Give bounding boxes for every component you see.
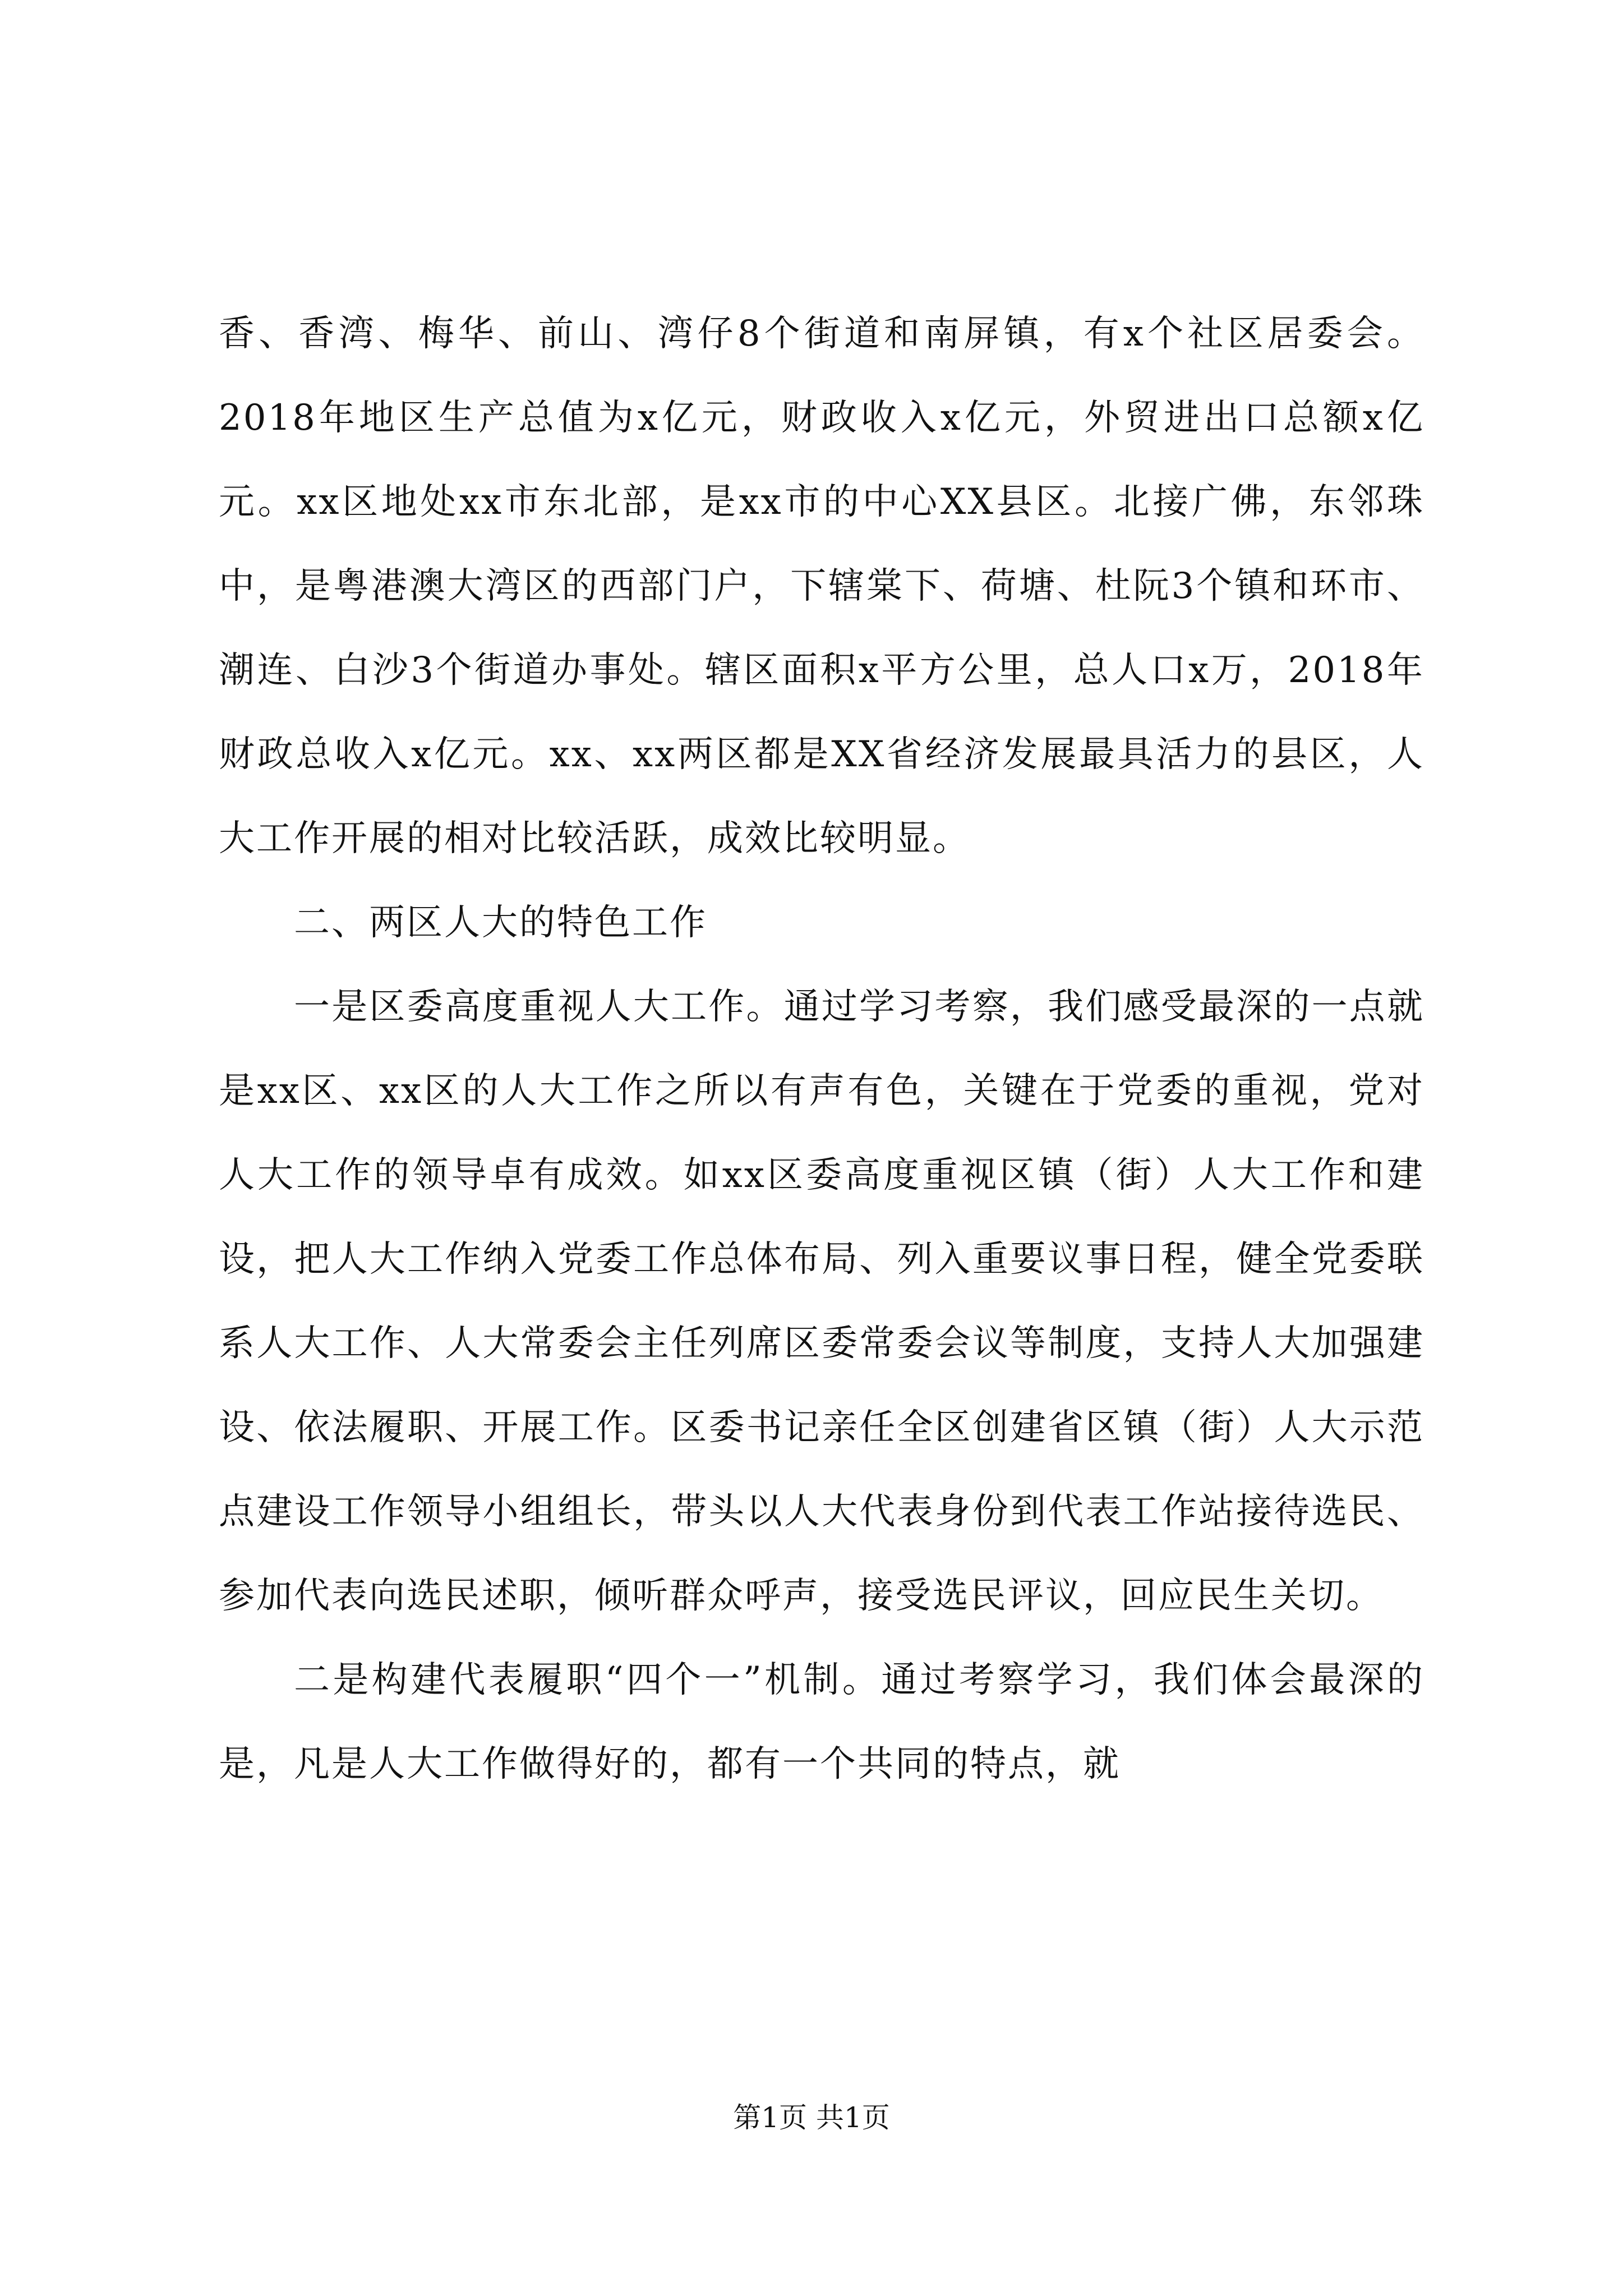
paragraph: 一是区委高度重视人大工作。通过学习考察，我们感受最深的一点就是xx区、xx区的人大工作之所以有声有色，关键在于党委的重视，党对人大工作的领导卓有成效。如xx区委高度重视区镇（街）人大工作和建设，把人大工作纳入党委工作总体布局、列入重要议事日程，健全党委联系人大工作、人大常委会主任列席区委常委会议等制度，支持人大加强建设、依法履职、开展工作。区委书记亲任全区创建省区镇（街）人大示范点建设工作领导小组组长，带头以人大代表身份到代表工作站接待选民、参加代表向选民述职，倾听群众呼声，接受选民评议，回应民生关切。 [219, 986, 1424, 1617]
paragraph: 二是构建代表履职“四个一”机制。通过考察学习，我们体会最深的是，凡是人大工作做得好的，都有一个共同的特点，就 [219, 1659, 1424, 1785]
page-number-footer: 第1页 共1页 [733, 2101, 890, 2134]
document-body [219, 292, 1424, 1806]
section-heading: 二、两区人大的特色工作 [294, 902, 707, 944]
paragraph-continued: 香、香湾、梅华、前山、湾仔8个街道和南屏镇，有x个社区居委会。2018年地区生产总值为x亿元，财政收入x亿元，外贸进出口总额x亿元。xx区地处xx市东北部，是xx市的中心XX县区。北接广佛，东邻珠中，是粤港澳大湾区的西部门户，下辖棠下、荷塘、杜阮3个镇和环市、潮连、白沙3个街道办事处。辖区面积x平方公里，总人口x万，2018年财政总收入x亿元。xx、xx两区都是XX省经济发展最具活力的县区，人大工作开展的相对比较活跃，成效比较明显。 [219, 313, 1424, 859]
